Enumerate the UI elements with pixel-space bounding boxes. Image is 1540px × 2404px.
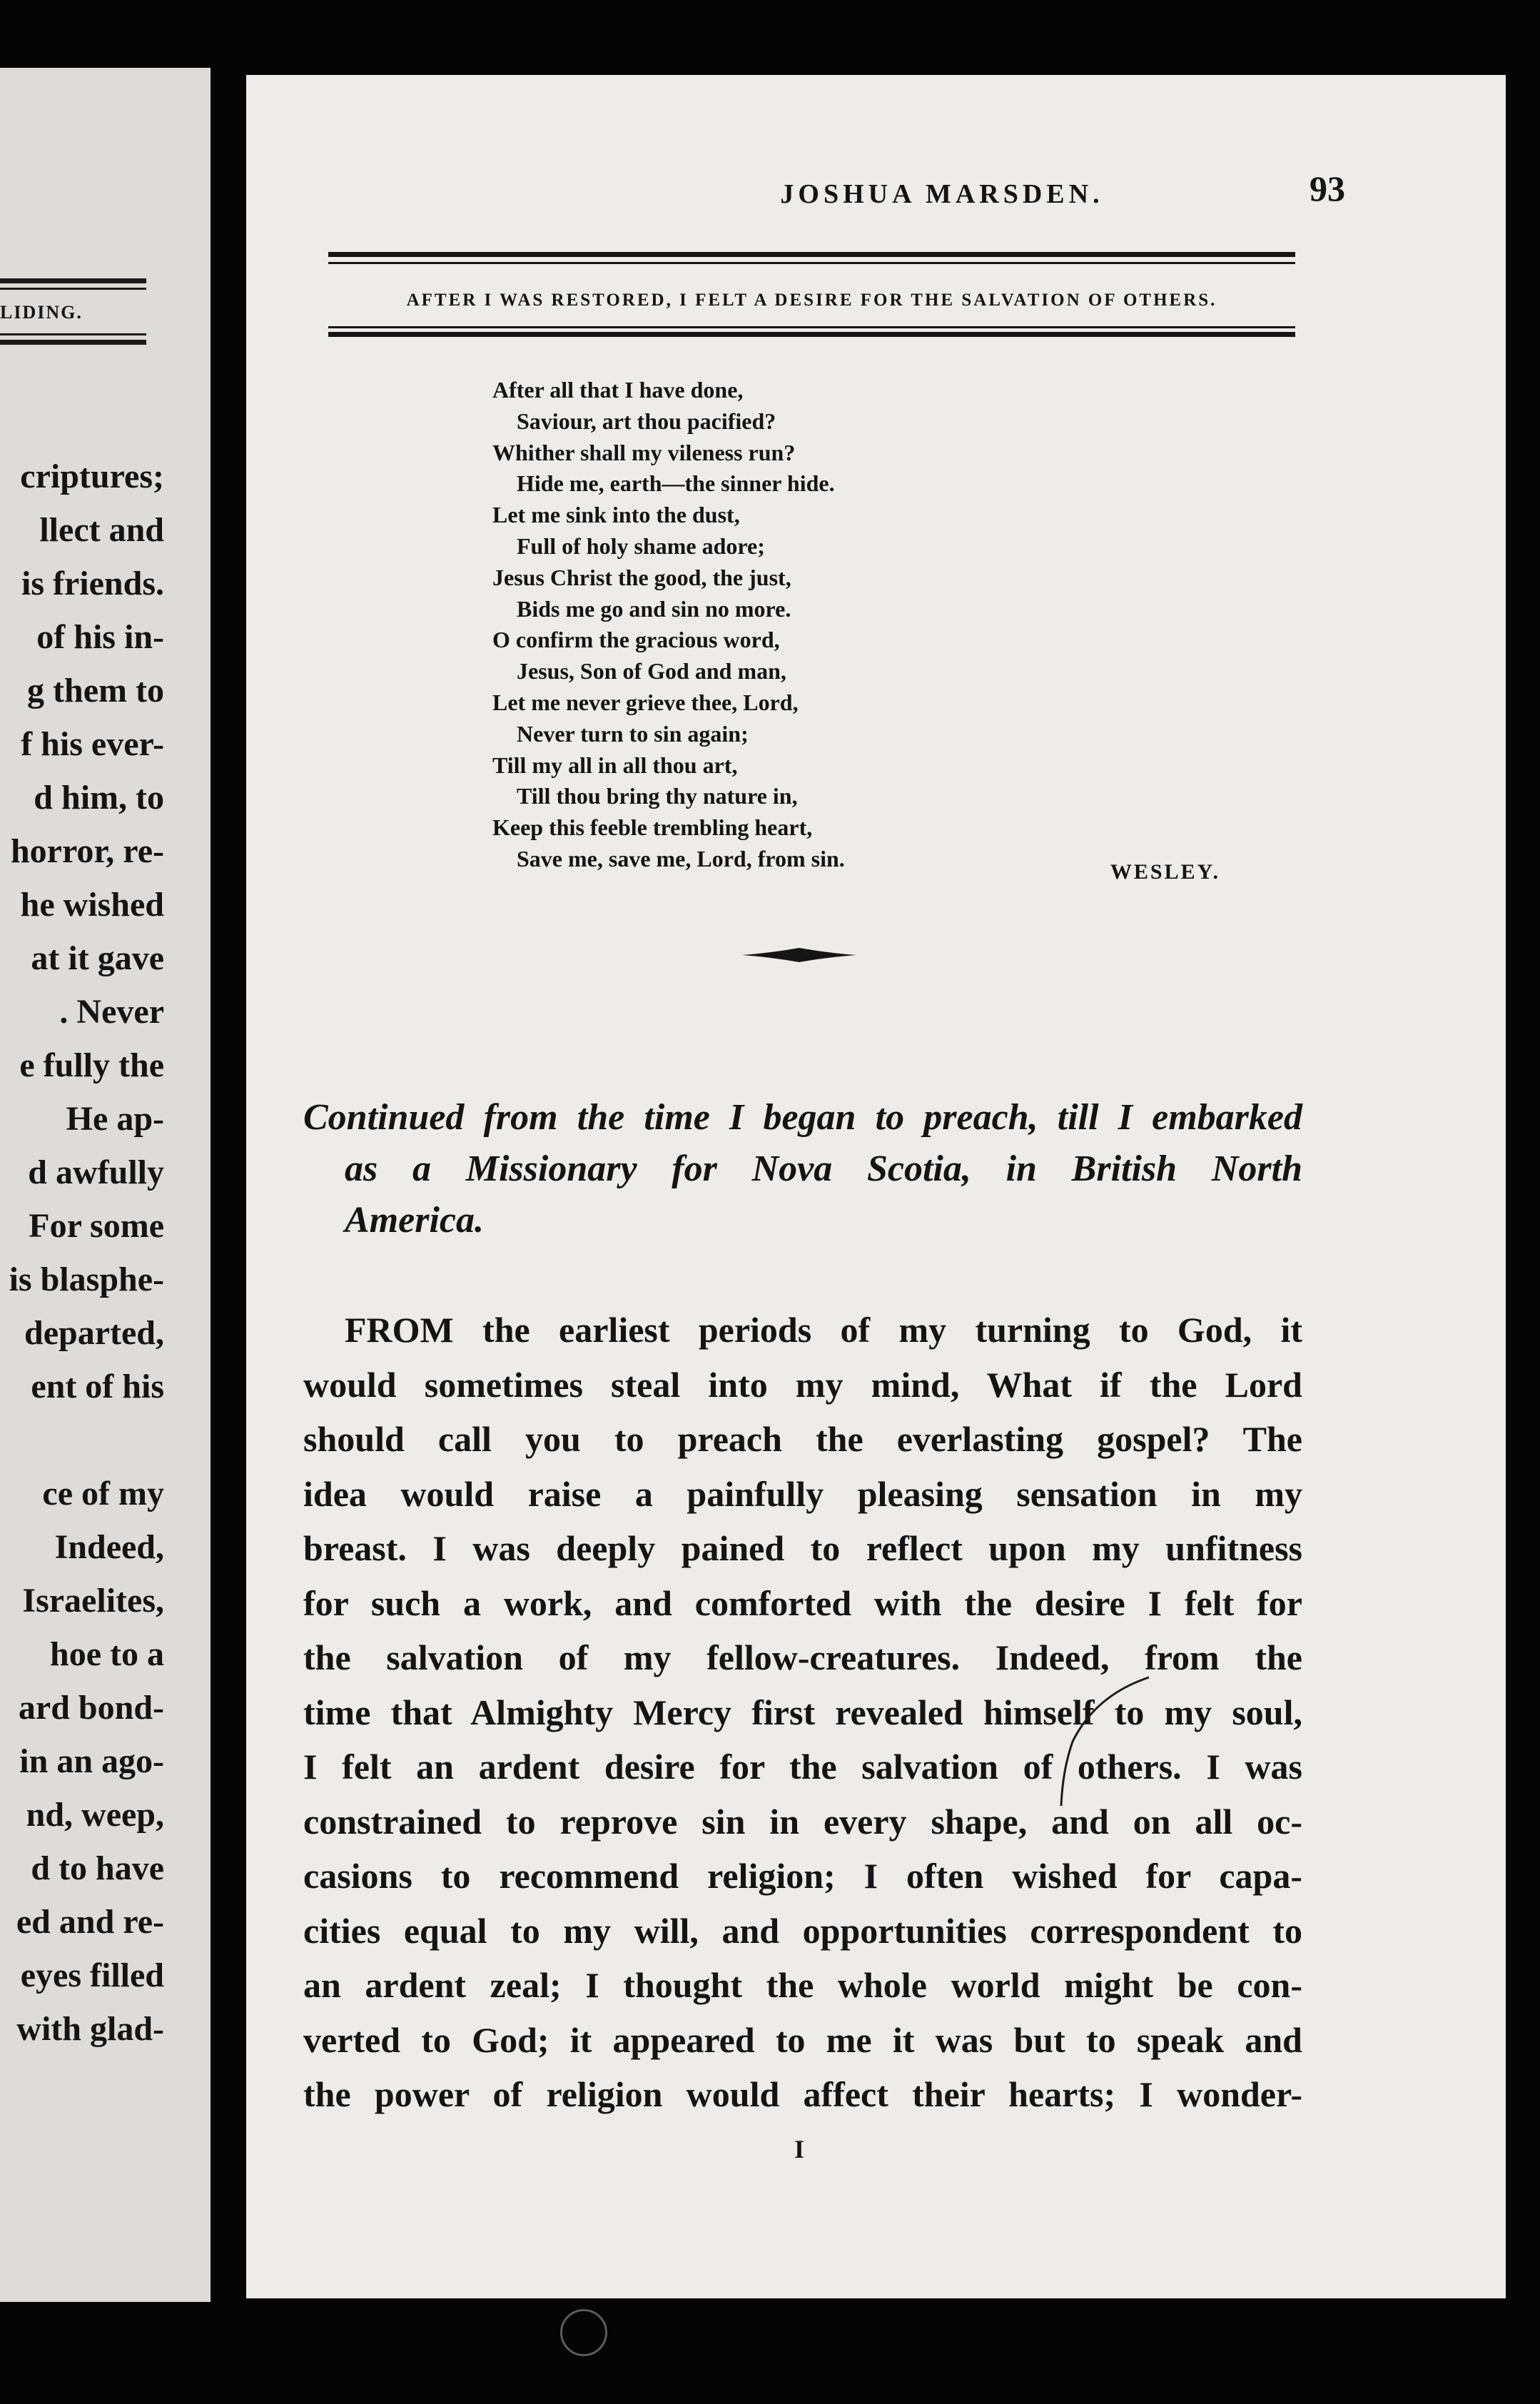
poem-line: Bids me go and sin no more. [517, 595, 791, 622]
left-page-line: criptures; [20, 458, 164, 495]
left-page-line: of his in- [36, 618, 164, 656]
poem-line: After all that I have done, [492, 377, 744, 403]
body-text [303, 1303, 1302, 2122]
poem-line: Save me, save me, Lord, from sin. [517, 845, 845, 872]
pen-stroke-mark [1053, 1674, 1153, 1809]
left-page-line: d awfully [28, 1153, 164, 1191]
left-page-line: in an ago- [19, 1742, 164, 1780]
headline-rule-thick [328, 332, 1295, 337]
left-page-line: Israelites, [22, 1582, 164, 1620]
left-page-line: d to have [31, 1849, 164, 1887]
left-page-lower-rule [0, 340, 146, 345]
ornament-divider [742, 944, 856, 966]
poem [492, 375, 1063, 875]
left-page-line: ent of his [31, 1368, 164, 1405]
chapter-heading [303, 1092, 1302, 1246]
left-page-line: f his ever- [21, 725, 164, 763]
body-line: time that Almighty Mercy first revealed himself to my soul, [303, 1692, 1302, 1732]
body-line: I felt an ardent desire for the salvation of others. I was [303, 1747, 1302, 1787]
left-page-line: is friends. [21, 565, 164, 602]
left-page-line: with glad- [16, 2010, 164, 2048]
left-page-text [0, 450, 164, 2056]
left-page-line: . Never [59, 993, 164, 1031]
left-page-line: ed and re- [16, 1903, 164, 1941]
section-headline: AFTER I WAS RESTORED, I FELT A DESIRE FOR THE SALVATION OF OTHERS. [406, 291, 1217, 310]
left-page-line: e fully the [19, 1046, 164, 1084]
left-page-line [0, 1413, 164, 1467]
left-page-line: departed, [24, 1314, 164, 1352]
poem-line: Jesus, Son of God and man, [517, 658, 786, 685]
left-page-line: hoe to a [50, 1635, 164, 1673]
poem-line: Till thou bring thy nature in, [517, 783, 798, 809]
page-number: 93 [1309, 168, 1345, 208]
header-rule-thick [328, 252, 1295, 257]
left-page-line: ce of my [42, 1475, 164, 1512]
body-line: the salvation of my fellow-creatures. Indeed, from the [303, 1637, 1302, 1677]
left-page-line: For some [29, 1207, 164, 1245]
left-page-line: eyes filled [20, 1956, 164, 1994]
body-line: casions to recommend religion; I often wished for capa- [303, 1856, 1302, 1896]
body-line: verted to God; it appeared to me it was but to speak and [303, 2019, 1302, 2060]
body-line: breast. I was deeply pained to reflect upon my unfitness [303, 1528, 1302, 1568]
poem-line: Hide me, earth—the sinner hide. [517, 470, 835, 497]
poem-line: Let me sink into the dust, [492, 502, 740, 528]
left-page-top-rule [0, 278, 146, 283]
main-page [246, 75, 1506, 2298]
body-line: FROM the earliest periods of my turning to God, it [345, 1310, 1302, 1350]
left-page-line: horror, re- [10, 832, 164, 870]
poem-line: O confirm the gracious word, [492, 627, 780, 653]
poem-line: Till my all in all thou art, [492, 752, 738, 778]
left-page-line: nd, weep, [26, 1796, 164, 1834]
body-line: cities equal to my will, and opportunities correspondent to [303, 1910, 1302, 1951]
left-page-line: d him, to [34, 779, 164, 817]
left-page-line: ard bond- [18, 1689, 164, 1727]
left-page-top-rule-thin [0, 288, 146, 290]
signature-mark: I [794, 2135, 804, 2163]
poem-line: Full of holy shame adore; [517, 532, 765, 559]
left-page-line: is blasphe- [9, 1261, 164, 1298]
poem-line: Keep this feeble trembling heart, [492, 814, 813, 841]
poem-line: Let me never grieve thee, Lord, [492, 689, 799, 715]
left-page-line: He ap- [66, 1100, 164, 1138]
left-page-line: llect and [39, 511, 164, 549]
left-facing-page [0, 68, 211, 2302]
body-line: would sometimes steal into my mind, What if the Lord [303, 1364, 1302, 1405]
body-line: for such a work, and comforted with the desire I felt for [303, 1582, 1302, 1623]
chapter-heading-line: Continued from the time I began to preach, till I embarked [303, 1097, 1302, 1138]
left-page-running-head: LIDING. [0, 302, 83, 323]
chapter-heading-line: America. [345, 1200, 484, 1241]
poem-attribution: WESLEY. [1110, 860, 1220, 884]
left-page-line: at it gave [31, 939, 164, 977]
running-head: JOSHUA MARSDEN. [780, 179, 1104, 209]
header-rule-thin [328, 262, 1295, 264]
body-line: constrained to reprove sin in every shape, and on all oc- [303, 1801, 1302, 1842]
body-line: should call you to preach the everlasting gospel? The [303, 1419, 1302, 1459]
poem-line: Saviour, art thou pacified? [517, 408, 776, 434]
poem-line: Whither shall my vileness run? [492, 439, 796, 465]
left-page-line: g them to [27, 672, 164, 709]
headline-rule-thin [328, 326, 1295, 328]
left-page-line: Indeed, [54, 1528, 164, 1566]
left-page-lower-rule-thin [0, 333, 146, 335]
poem-line: Jesus Christ the good, the just, [492, 564, 791, 590]
body-line: an ardent zeal; I thought the whole world might be con- [303, 1965, 1302, 2005]
paper-stain [560, 2309, 607, 2356]
left-page-line: he wished [20, 886, 164, 924]
body-line: idea would raise a painfully pleasing sensation in my [303, 1473, 1302, 1514]
chapter-heading-line: as a Missionary for Nova Scotia, in British North [345, 1148, 1302, 1189]
body-line: the power of religion would affect their hearts; I wonder- [303, 2074, 1302, 2114]
poem-line: Never turn to sin again; [517, 720, 749, 747]
